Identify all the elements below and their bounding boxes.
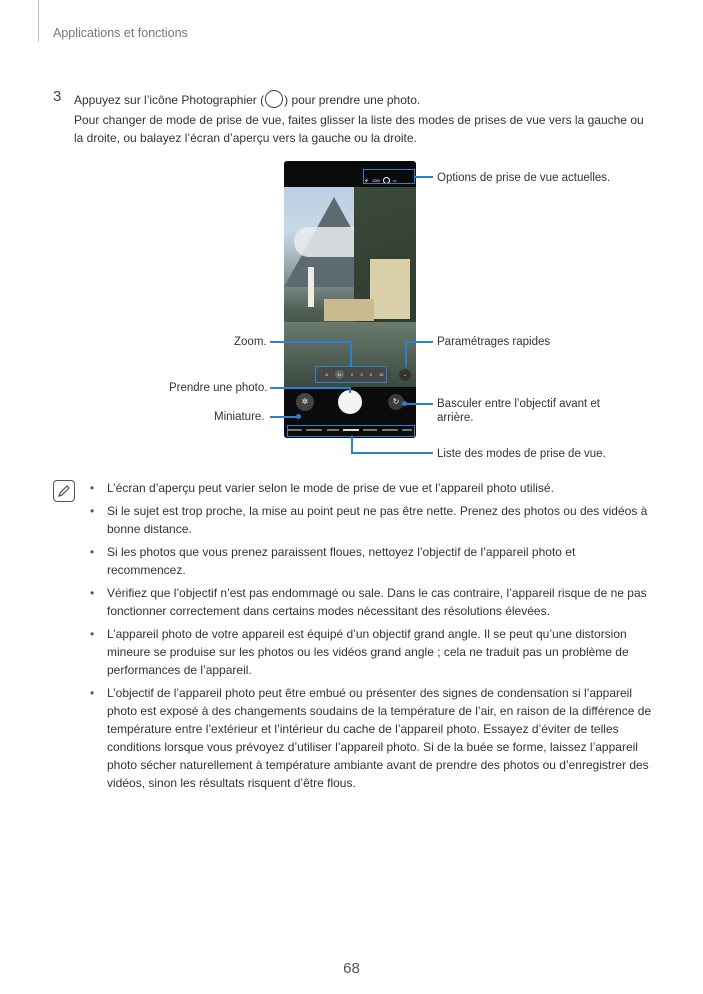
callout-line <box>349 387 351 393</box>
quick-settings-button[interactable]: ⌄ <box>399 369 411 381</box>
shutter-button[interactable] <box>338 390 362 414</box>
resolution-option: 12M <box>371 178 380 184</box>
zoom-level-active[interactable]: 1x <box>335 370 344 379</box>
pencil-icon <box>57 484 71 498</box>
section-header: Applications et fonctions <box>53 26 188 40</box>
page-number: 68 <box>343 960 360 977</box>
village-shape <box>324 299 374 321</box>
header-rule <box>38 0 39 42</box>
note-item: • Vérifiez que l’objectif n’est pas endommagé ou sale. Dans le cas contraire, l’appareil risque de ne pas fonctionner correctement dans certains modes nécessitant des résolutions élevées. <box>88 584 654 620</box>
step-text-before: Appuyez sur l’icône Photographier ( <box>74 93 265 107</box>
switch-camera-button[interactable]: ↻ <box>388 394 404 410</box>
callout-line <box>351 452 433 454</box>
flash-icon: ⚡ <box>364 178 369 184</box>
note-item: • L’écran d’aperçu peut varier selon le mode de prise de vue et l’appareil photo utilisé. <box>88 479 654 497</box>
step-number: 3 <box>53 88 62 105</box>
callout-zoom: Zoom. <box>234 336 267 348</box>
callout-line <box>405 341 433 343</box>
zoom-level[interactable]: .6 <box>324 371 328 377</box>
note-item: • Si le sujet est trop proche, la mise au point peut ne pas être nette. Prenez des photos ou des vidéos à bonne distance. <box>88 502 654 538</box>
note-icon <box>53 480 75 502</box>
callout-switch-lens: Basculer entre l’objectif avant et arrière. <box>437 398 601 424</box>
zoom-level[interactable]: 5 <box>369 371 372 377</box>
callout-line <box>351 437 353 453</box>
note-item: • Si les photos que vous prenez paraissent floues, nettoyez l’objectif de l’appareil photo et recommencez. <box>88 543 654 579</box>
zoom-level[interactable]: 10 <box>378 371 384 377</box>
callout-line <box>405 341 407 367</box>
zoom-level[interactable]: 3 <box>360 371 363 377</box>
zoom-level[interactable]: 2 <box>351 371 354 377</box>
callout-line <box>415 176 433 178</box>
thumbnail-button[interactable]: ✲ <box>296 393 314 411</box>
callout-thumbnail: Miniature. <box>214 411 265 423</box>
callout-quick-settings: Paramétrages rapides <box>437 336 551 348</box>
callout-mode-list: Liste des modes de prise de vue. <box>437 448 606 460</box>
callout-line <box>350 341 352 366</box>
note-item: • L’appareil photo de votre appareil est équipé d’un objectif grand angle. Il se peut qu’une distorsion mineure se produise sur les photos ou les vidéos grand angle ; cela ne traduit pas un problème de performances de l’appareil. <box>88 625 654 679</box>
step-instruction <box>74 90 420 108</box>
houses-shape <box>370 259 410 319</box>
shutter-icon <box>265 90 283 108</box>
camera-preview-screenshot <box>284 161 416 438</box>
zoom-highlight <box>315 366 387 383</box>
current-options-highlight <box>363 169 415 184</box>
church-steeple-shape <box>308 267 314 307</box>
step-description: Pour changer de mode de prise de vue, faites glisser la liste des modes de prises de vue vers la gauche ou la droite, ou balayez l’écran d’aperçu vers la gauche ou la droite. <box>74 113 644 145</box>
callout-take-photo: Prendre une photo. <box>169 382 268 394</box>
callout-line <box>270 416 297 418</box>
callout-line <box>270 341 351 343</box>
callout-current-options: Options de prise de vue actuelles. <box>437 172 611 184</box>
ratio-icon: ▭ <box>392 178 397 184</box>
callout-dot <box>402 401 407 406</box>
notes-list <box>88 479 654 797</box>
mode-list-highlight <box>287 425 415 437</box>
step-text-after: ) pour prendre une photo. <box>284 93 421 107</box>
note-item: • L’objectif de l’appareil photo peut être embué ou présenter des signes de condensation si l’appareil photo est exposé à des changements soudains de la température de l’air, en raison de la différence de température entre l’extérieur et l’intérieur du cache de l’appareil photo. Essayez d’éviter de telles conditions lorsque vous prévoyez d’utiliser l’appareil photo. Si de la buée se forme, laissez l’appareil photo sécher naturellement à température ambiante avant de prendre des photos ou d’enregistrer des vidéos, sinon les résultats risquent d’être flous. <box>88 684 654 792</box>
callout-dot <box>296 414 301 419</box>
callout-line <box>270 387 350 389</box>
callout-line <box>404 403 433 405</box>
